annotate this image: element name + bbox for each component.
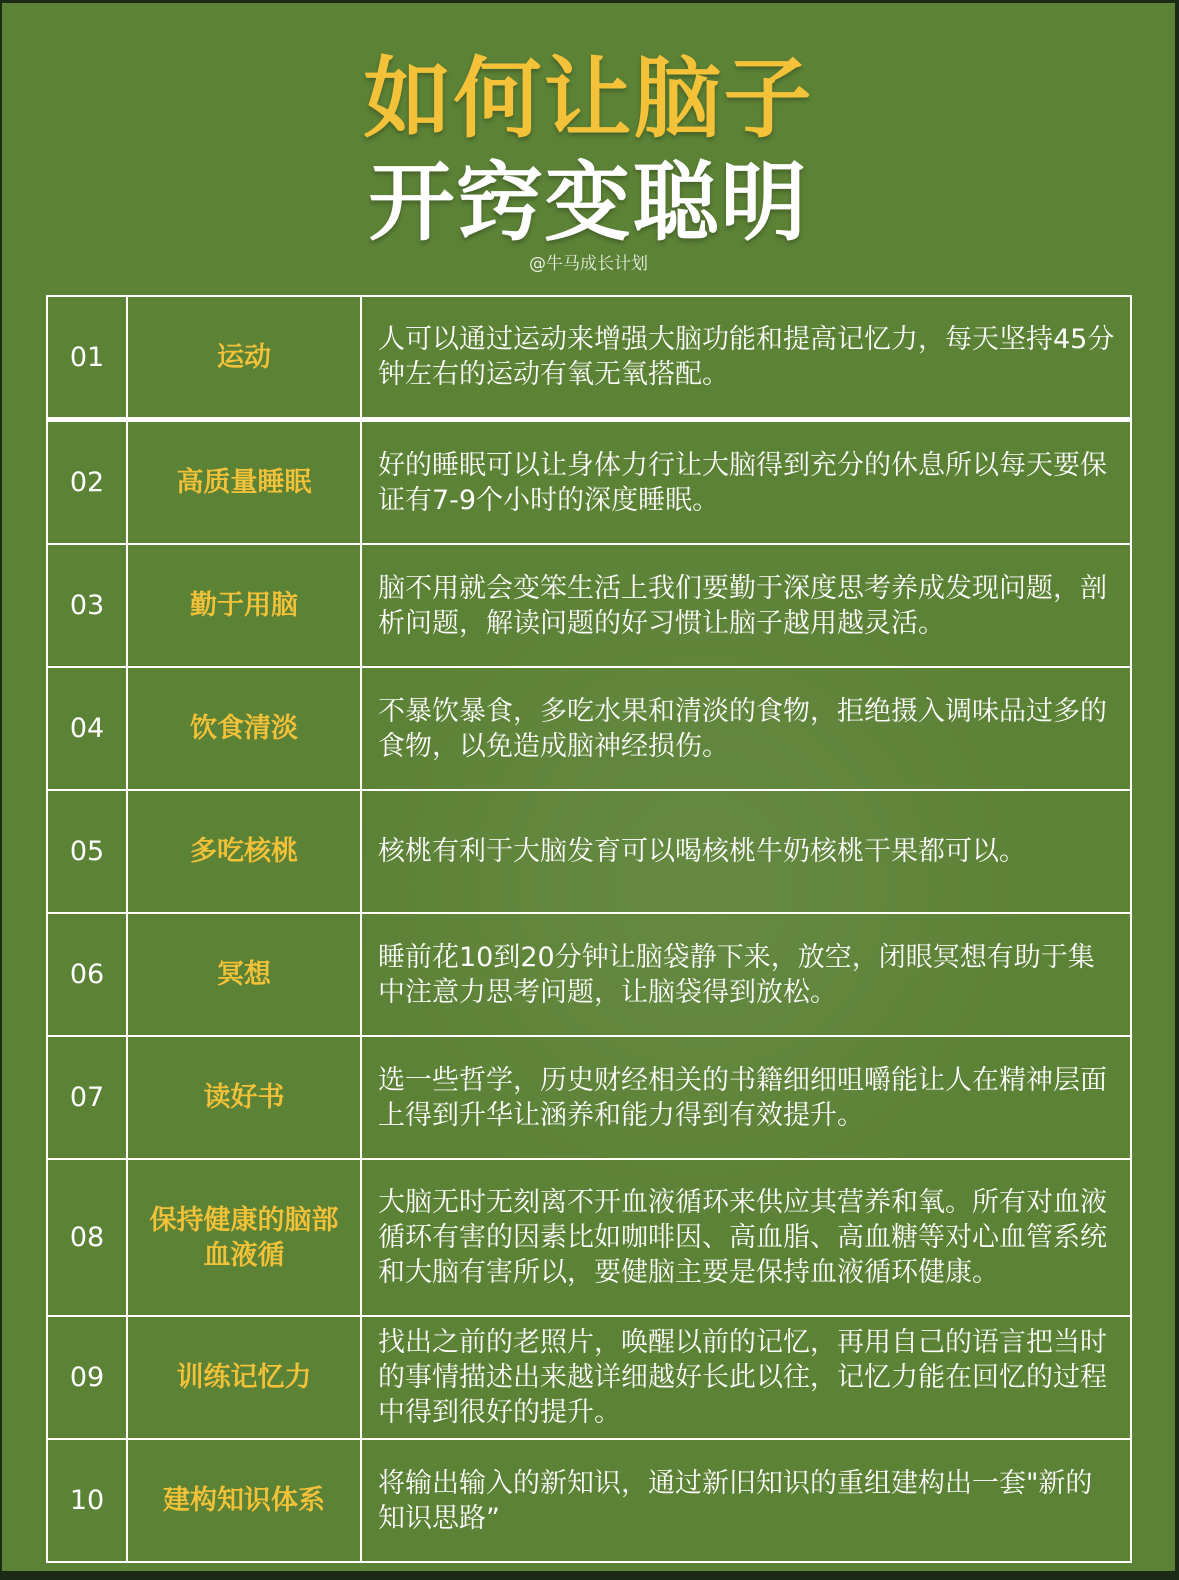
row-description: 核桃有利于大脑发育可以喝核桃牛奶核桃干果都可以。 <box>378 836 1026 867</box>
row-number: 06 <box>48 914 128 1035</box>
title-line-1: 如何让脑子 <box>363 47 814 150</box>
row-topic: 训练记忆力 <box>128 1317 362 1438</box>
row-number: 07 <box>48 1037 128 1158</box>
row-description: 好的睡眠可以让身体力行让大脑得到充分的休息所以每天要保证有7-9个小时的深度睡眠。 <box>378 449 1107 516</box>
row-topic: 读好书 <box>128 1037 362 1158</box>
row-description: 睡前花10到20分钟让脑袋静下来，放空，闭眼冥想有助于集中注意力思考问题，让脑袋得到放松。 <box>378 941 1095 1008</box>
table-row <box>48 791 1130 914</box>
author-credit: @牛马成长计划 <box>529 254 648 274</box>
title-line-2: 开窍变聪明 <box>368 153 809 253</box>
row-description: 人可以通过运动来增强大脑功能和提高记忆力，每天坚持45分钟左右的运动有氧无氧搭配。 <box>378 324 1115 390</box>
table-row <box>48 668 1130 791</box>
row-number: 05 <box>48 791 128 912</box>
table-row <box>48 1317 1130 1440</box>
row-topic: 多吃核桃 <box>128 791 362 912</box>
row-number: 09 <box>48 1317 128 1438</box>
row-number: 03 <box>48 545 128 666</box>
table-row <box>48 422 1130 545</box>
table-row <box>48 1037 1130 1160</box>
row-number: 10 <box>48 1440 128 1561</box>
row-number: 01 <box>48 297 128 417</box>
table-row <box>48 1160 1130 1317</box>
tips-table <box>46 295 1132 1563</box>
row-description: 将输出输入的新知识，通过新旧知识的重组建构出一套"新的知识思路” <box>378 1467 1093 1534</box>
row-description: 脑不用就会变笨生活上我们要勤于深度思考养成发现问题，剖析问题，解读问题的好习惯让脑子越用越灵活。 <box>378 572 1107 639</box>
infographic <box>2 3 1175 1571</box>
table-row <box>48 914 1130 1037</box>
row-number: 04 <box>48 668 128 789</box>
row-description: 选一些哲学，历史财经相关的书籍细细咀嚼能让人在精神层面上得到升华让涵养和能力得到有效提升。 <box>378 1064 1107 1131</box>
row-description: 找出之前的老照片，唤醒以前的记忆，再用自己的语言把当时的事情描述出来越详细越好长此以往，记忆力能在回忆的过程中得到很好的提升。 <box>378 1327 1107 1428</box>
row-topic: 饮食清淡 <box>128 668 362 789</box>
row-topic: 冥想 <box>128 914 362 1035</box>
row-topic: 保持健康的脑部血液循 <box>128 1160 362 1315</box>
table-row <box>48 545 1130 668</box>
table-row <box>48 297 1130 422</box>
row-number: 02 <box>48 422 128 543</box>
row-topic: 高质量睡眠 <box>128 422 362 543</box>
row-number: 08 <box>48 1160 128 1315</box>
row-description: 不暴饮暴食，多吃水果和清淡的食物，拒绝摄入调味品过多的食物，以免造成脑神经损伤。 <box>378 695 1107 762</box>
table-row <box>48 1440 1130 1561</box>
row-topic: 运动 <box>128 297 362 417</box>
row-topic: 勤于用脑 <box>128 545 362 666</box>
row-description: 大脑无时无刻离不开血液循环来供应其营养和氧。所有对血液循环有害的因素比如咖啡因、高血脂、高血糖等对心血管系统和大脑有害所以，要健脑主要是保持血液循环健康。 <box>378 1187 1107 1288</box>
row-topic: 建构知识体系 <box>128 1440 362 1561</box>
